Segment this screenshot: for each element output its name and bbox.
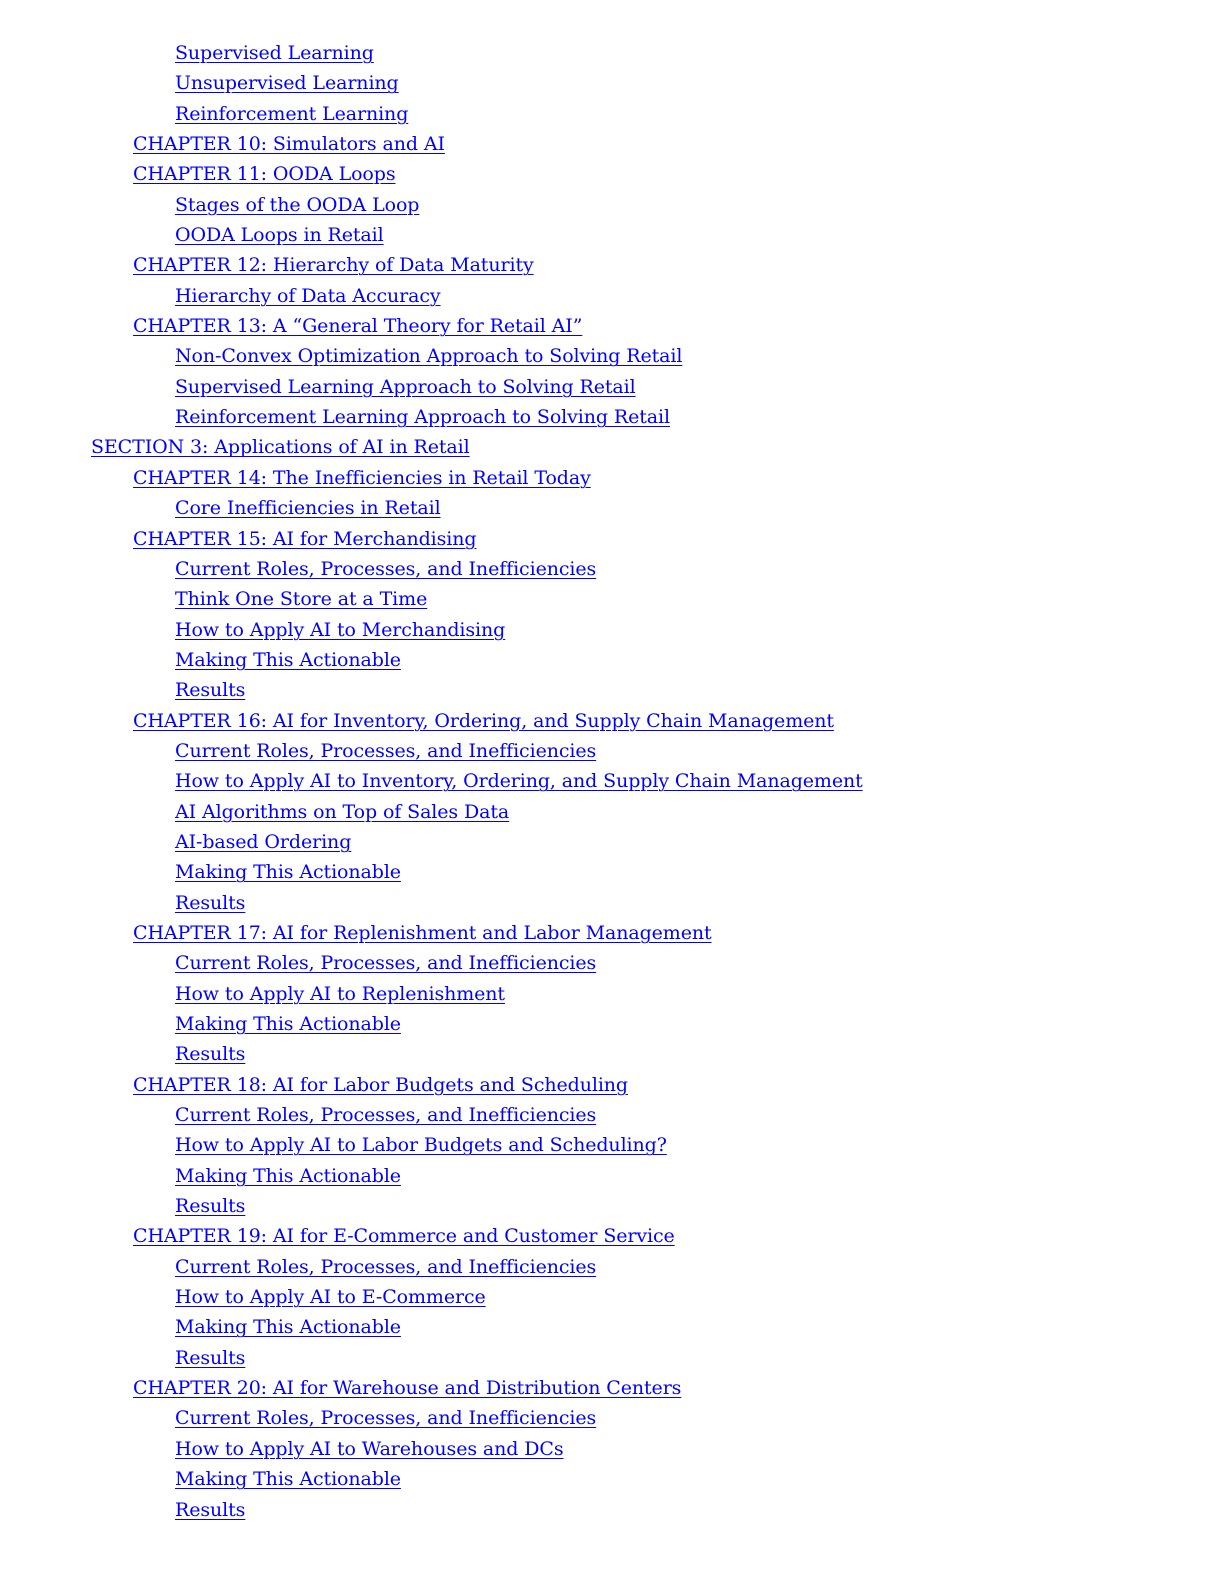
toc-subsection-link[interactable]: Making This Actionable	[175, 1013, 401, 1035]
toc-subsection-link[interactable]: Making This Actionable	[175, 1468, 401, 1491]
toc-section-link[interactable]: SECTION 3: Applications of AI in Retail	[91, 436, 470, 459]
toc-subsection-link[interactable]: Current Roles, Processes, and Inefficiencies	[175, 1104, 597, 1127]
toc-subsection-link[interactable]: Making This Actionable	[175, 648, 401, 671]
toc-chapter-link[interactable]: CHAPTER 15: AI for Merchandising	[133, 527, 477, 550]
toc-subsection-link[interactable]: How to Apply AI to Replenishment	[175, 982, 505, 1005]
toc-subsection-link[interactable]: Core Inefficiencies in Retail	[175, 497, 441, 520]
toc-subsection-link[interactable]: Results	[175, 1346, 246, 1369]
toc-chapter-link[interactable]: CHAPTER 14: The Inefficiencies in Retail Today	[133, 466, 591, 489]
toc-chapter-link[interactable]: CHAPTER 11: OODA Loops	[133, 163, 396, 186]
toc-subsection-link[interactable]: How to Apply AI to Labor Budgets and Scheduling?	[175, 1134, 667, 1157]
toc-subsection-link[interactable]: Non-Convex Optimization Approach to Solving Retail	[175, 345, 683, 368]
toc-chapter-link[interactable]: CHAPTER 18: AI for Labor Budgets and Scheduling	[133, 1073, 628, 1096]
table-of-contents	[0, 38, 1224, 1525]
toc-subsection-link[interactable]: AI Algorithms on Top of Sales Data	[175, 800, 510, 823]
toc-subsection-link[interactable]: How to Apply AI to Inventory, Ordering, and Supply Chain Management	[175, 770, 863, 793]
toc-subsection-link[interactable]: Hierarchy of Data Accuracy	[175, 284, 441, 307]
toc-subsection-link[interactable]: Current Roles, Processes, and Inefficiencies	[175, 739, 597, 762]
toc-chapter-link[interactable]: CHAPTER 17: AI for Replenishment and Labor Management	[133, 921, 712, 944]
toc-subsection-link[interactable]: OODA Loops in Retail	[175, 224, 384, 247]
toc-subsection-link[interactable]: Current Roles, Processes, and Inefficiencies	[175, 1407, 597, 1430]
toc-subsection-link[interactable]: How to Apply AI to Merchandising	[175, 618, 506, 641]
toc-subsection-link[interactable]: Supervised Learning Approach to Solving Retail	[175, 375, 636, 398]
toc-chapter-link[interactable]: CHAPTER 20: AI for Warehouse and Distribution Centers	[133, 1377, 682, 1400]
toc-subsection-link[interactable]: Unsupervised Learning	[175, 72, 399, 95]
toc-subsection-link[interactable]: Making This Actionable	[175, 1164, 401, 1187]
toc-chapter-link[interactable]: CHAPTER 12: Hierarchy of Data Maturity	[133, 254, 534, 277]
toc-subsection-link[interactable]: How to Apply AI to E-Commerce	[175, 1286, 486, 1309]
toc-subsection-link[interactable]: Supervised Learning	[175, 42, 374, 64]
toc-subsection-link[interactable]: Results	[175, 1498, 246, 1521]
toc-subsection-link[interactable]: Stages of the OODA Loop	[175, 193, 420, 216]
toc-subsection-link[interactable]: Reinforcement Learning Approach to Solving Retail	[175, 406, 670, 429]
toc-subsection-link[interactable]: Think One Store at a Time	[175, 588, 428, 611]
toc-subsection-link[interactable]: Current Roles, Processes, and Inefficiencies	[175, 557, 597, 580]
toc-subsection-link[interactable]: How to Apply AI to Warehouses and DCs	[175, 1437, 564, 1460]
toc-subsection-link[interactable]: Results	[175, 1195, 246, 1218]
toc-subsection-link[interactable]: Current Roles, Processes, and Inefficiencies	[175, 952, 597, 975]
toc-subsection-link[interactable]: AI-based Ordering	[175, 830, 352, 853]
toc-subsection-link[interactable]: Results	[175, 679, 246, 702]
toc-chapter-link[interactable]: CHAPTER 19: AI for E-Commerce and Customer Service	[133, 1225, 675, 1248]
toc-subsection-link[interactable]: Making This Actionable	[175, 861, 401, 884]
toc-subsection-link[interactable]: Making This Actionable	[175, 1316, 401, 1339]
toc-chapter-link[interactable]: CHAPTER 16: AI for Inventory, Ordering, and Supply Chain Management	[133, 709, 834, 732]
toc-chapter-link[interactable]: CHAPTER 13: A “General Theory for Retail AI”	[133, 315, 583, 338]
toc-subsection-link[interactable]: Current Roles, Processes, and Inefficiencies	[175, 1255, 597, 1278]
toc-chapter-link[interactable]: CHAPTER 10: Simulators and AI	[133, 133, 445, 156]
toc-subsection-link[interactable]: Results	[175, 1043, 246, 1066]
toc-subsection-link[interactable]: Results	[175, 891, 246, 914]
toc-subsection-link[interactable]: Reinforcement Learning	[175, 102, 409, 125]
